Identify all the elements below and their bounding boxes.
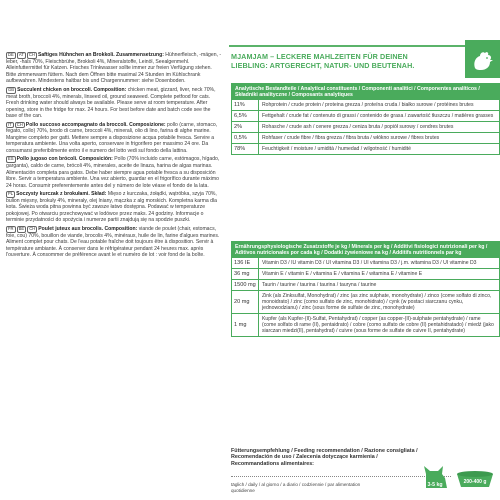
- accent-bar: [229, 45, 500, 47]
- country-code-badge: PL: [8, 191, 14, 197]
- headline: MJAMJAM – LECKERE MAHLZEITEN FÜR DEINEN LIEBLING: ARTGERECHT, NATUR- UND BEUTENAH.: [231, 52, 415, 70]
- country-code-badge: CH: [28, 52, 35, 57]
- product-name: Soczysty kurczak z brokułami. Skład:: [16, 191, 107, 198]
- table-row: [232, 132, 499, 143]
- analytical-table: [231, 83, 500, 155]
- product-details: pollo (carne, stomaco, fegato, collo) 70%, brodo di carne, broccoli 4%, minerali, olio di lino, farina di alghe marine. Mangime completo per gatti. Mettere sempre a disposizione acqua potabile fresca. Servire a temperatura ambiente. Una volta aperto, conservare in frigorifero per massimo 24 ore. Da consumarsi preferibilmente entro il e numero del lotto vedi sul fondo della lattina.: [6, 121, 218, 154]
- row-description: Vitamin D3 / IU vitamin D3 / UI vitamina D3 / UI vitamina D3 / j.m. witamina D3 / UI vitamine D3: [262, 259, 477, 266]
- table-row: [232, 99, 499, 110]
- country-code-badge: AT: [18, 52, 24, 57]
- product-details: chicken meat, gizzard, liver, neck 70%, meat broth, broccoli 4%, minerals, linseed oil, ground seaweed. Complete petfood for cats. Fresh drinking water should always be available. Please serve at room temperature. After opening, store in the fridge for max. 24 hours. For best before date and batch code see the base of the can.: [6, 86, 216, 119]
- country-code-badge: BE: [18, 225, 25, 231]
- product-name: Pollo succoso accompagnato da broccoli. Composizione:: [25, 121, 166, 128]
- row-value: 20 mg: [232, 291, 259, 313]
- table-row: [232, 110, 499, 121]
- table-row: [232, 257, 499, 268]
- additives-header: Ernährungsphysiologische Zusatzstoffe je kg / Minerals per kg / Additivi fisiologici nutrizionali per kg / Aditivos nutricionales por cada kg / Dodatki żywieniowe na kg / Additifs nutritionnels par kg: [232, 242, 499, 257]
- row-description: Kupfer (als Kupfer-(II)-Sulfat, Pentahydrat) / copper (as copper-(II)-sulphate pentahydrate) / rame (come solfato di rame (II), pentaidrato) / cobre (como sulfato de cobre (II) pentahidratado) / miedź (jako siarczan miedzi(II), pentahydrat) / cuivre (sous forme de sulfate de cuivre II, pentahydrate): [262, 315, 494, 334]
- product-description-paragraph: [6, 226, 222, 259]
- table-row: [232, 290, 499, 313]
- chicken-icon: [471, 50, 495, 72]
- country-code-badge: DE: [8, 52, 14, 57]
- product-details: Mięso z kurczaka, żołądki, wątróbka, szyja 70%, bulion mięsny, brokuły 4%, minerały, olej lniany, mączka z alg morskich. Kompletna karma dla kota. Świeża woda pitna powinna być zawsze łatwo dostępna. Podawać w temperaturze pokojowej. Po otwarciu przechowywać w lodówce przez maks. 24 godziny. Informacje o terminie przydatności do spożycia i numerze partii znajdują się na spodzie puszki.: [6, 191, 217, 224]
- row-value: 78%: [232, 144, 259, 154]
- feeding-note: täglich / daily / al giorno / a diario / codziennie / par alimentation quotidienne: [231, 482, 361, 493]
- country-code-badge: ES: [8, 156, 14, 162]
- row-description: Vitamin E / vitamin E / vitamina E / vitamina E / witamina E / vitamine E: [262, 270, 423, 277]
- country-code-badge: CH: [16, 121, 23, 127]
- top-background: [229, 0, 500, 40]
- row-description: Zink (als Zinksulfat, Monohydrat) / zinc (as zinc sulphate, monohydrate) / zinco (come solfato di zinco, monoidrato) / zinc (como sulfato de zinc, monohidrato) / cynk (w postaci siarczanu cynku, jednowodzianu) / zinc (sous forme de sulfate de zinc, monohydrate): [262, 292, 492, 312]
- table-row: [232, 313, 499, 336]
- country-code-badge: FR: [8, 225, 14, 231]
- country-code-badge: CH: [29, 225, 36, 231]
- logo-badge: [465, 40, 500, 78]
- product-description-paragraph: [6, 52, 222, 85]
- row-description: Rohprotein / crude protein / proteina grezza / proteína cruda / białko surowe / protéines brutes: [262, 101, 474, 108]
- row-value: 1500 mg: [232, 280, 259, 290]
- cat-weight-label: 3-5 kg: [427, 482, 443, 488]
- bowl-icon: [455, 462, 495, 490]
- product-details: Pollo (70% incluido carne, estómagos, hígado, garganta), caldo de carne, brócoli 4%, minerales, aceite de linaza, harina de algas marinas. Alimentación completa para gatos. Debe haber siempre agua potable fresca a su disposición libre. Servir a temperatura ambiente. Una vez abierto, guardar en el frigorífico durante máximo 24 horas. Consumir preferentemente antes del y número de lote véase el fondo de la lata.: [6, 156, 220, 189]
- product-name: Pollo jugoso con brócoli. Composición:: [16, 156, 113, 163]
- product-description-paragraph: [6, 191, 222, 224]
- row-description: Fettgehalt / crude fat / contenuto di grassi / contenido de grasa / zawartość tłuszczu / matières grasses: [262, 112, 494, 119]
- row-value: 2%: [232, 122, 259, 132]
- row-description: Rohasche / crude ash / cenere grezza / ceniza bruta / popiół surowy / cendres brutes: [262, 123, 454, 130]
- table-row: [232, 279, 499, 290]
- product-name: Poulet juteux aux brocolis. Composition:: [38, 225, 138, 232]
- country-code-badge: GB: [8, 86, 15, 92]
- product-details: viande de poulet (chair, estomacs, foie, cou) 70%, bouillon de viande, brocolis 4%, minéraux, huile de lin, farine d'algues marines. Aliment complet pour chats. De l'eau potable fraîche doit toujours être à disposition. Servir à température ambiante. À conserver dans le réfrigérateur pendant 24 heures max. après l'ouverture. À consommer de préférence avant le et numéro de lot : voir fond de la boîte.: [6, 225, 220, 259]
- table-row: [232, 121, 499, 132]
- product-details: Hühnerfleisch, -mägen, -leber, -hals 70%, Fleischbrühe, Brokkoli 4%, Mineralstoffe, Leinöl, Seealgenmehl. Alleinfuttermittel für Katzen. Frisches Trinkwasser sollte immer zur freien Verfügung stehen. Bitte zimmerwarm füttern. Nach dem Öffnen bitte maximal 24 Stunden im Kühlschrank aufbewahren. Mindestens haltbar bis und Chargennummer: siehe Dosenboden.: [6, 52, 222, 85]
- row-value: 136 IE: [232, 258, 259, 268]
- right-column: [229, 0, 500, 500]
- additives-table: [231, 241, 500, 337]
- row-value: 1 mg: [232, 314, 259, 336]
- cat-icon: [421, 462, 451, 490]
- product-name: Succulent chicken on broccoli. Composition:: [17, 86, 127, 93]
- left-text-column: [6, 52, 222, 500]
- row-description: Rohfaser / crude fibre / fibra grezza / fibra bruta / włókno surowe / fibres brutes: [262, 134, 440, 141]
- row-value: 0,5%: [232, 133, 259, 143]
- feeding-dotted-line: [231, 471, 451, 477]
- row-value: 36 mg: [232, 269, 259, 279]
- product-description-paragraph: [6, 87, 222, 120]
- table-row: [232, 143, 499, 154]
- row-description: Feuchtigkeit / moisture / umidità / humedad / wilgotność / humidité: [262, 145, 411, 152]
- table-row: [232, 268, 499, 279]
- row-description: Taurin / taurine / taurina / taurina / tauryna / taurine: [262, 281, 377, 288]
- analytical-header: Analytische Bestandteile / Analytical constituents / Componenti analitici / Componentes analíticos / Składniki analityczne / Composants analytiques: [232, 84, 499, 99]
- bowl-amount-label: 200-400 g: [463, 479, 487, 485]
- row-value: 6,5%: [232, 111, 259, 121]
- feeding-title: Fütterungsempfehlung / Feeding recommendation / Razione consigliata / Recomendación de uso / Zalecenia dotyczące karmienia / Recommandations alimentaires:: [231, 448, 418, 467]
- country-code-badge: IT: [8, 121, 12, 127]
- product-description-paragraph: [6, 122, 222, 155]
- product-description-paragraph: [6, 156, 222, 189]
- product-name: Saftiges Hühnchen an Brokkoli. Zusammensetzung:: [37, 52, 164, 58]
- row-value: 11%: [232, 100, 259, 110]
